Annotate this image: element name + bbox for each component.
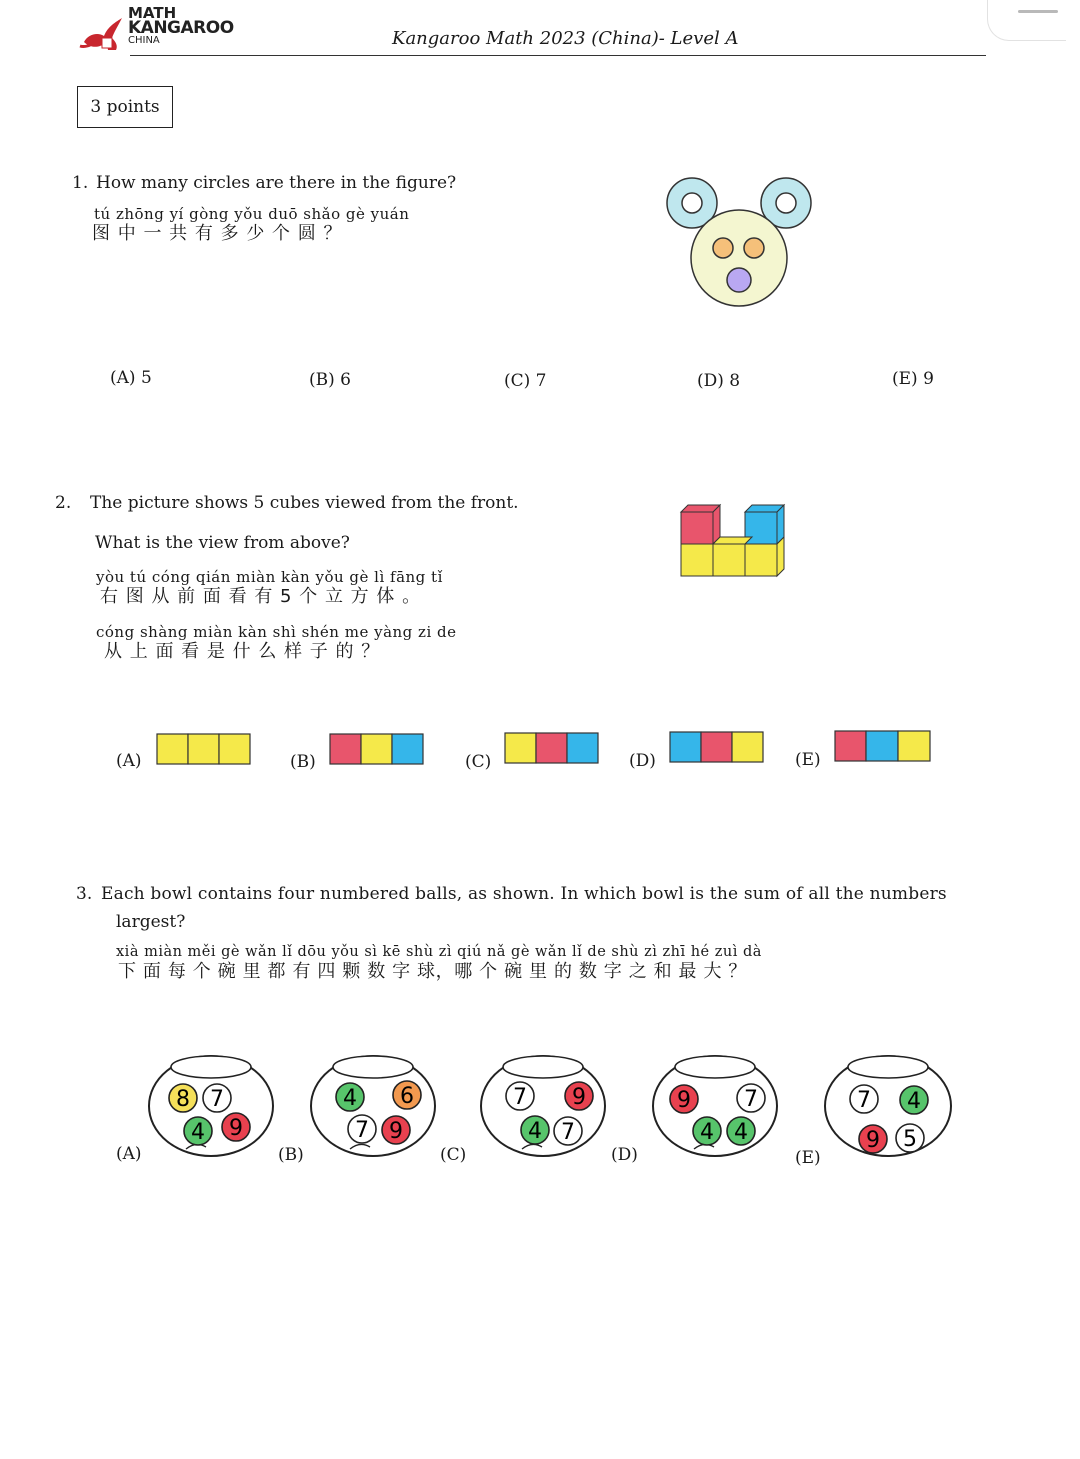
q2-option-b-label[interactable]: (B) xyxy=(290,752,316,772)
question-2-number: 2. xyxy=(55,493,72,513)
q2-option-e-strip[interactable] xyxy=(834,730,932,762)
question-2-hanzi-2: 从 上 面 看 是 什 么 样 子 的 ？ xyxy=(104,641,381,662)
bowl-e-ball-4-number: 5 xyxy=(903,1127,917,1152)
q1-option-a[interactable]: (A) 5 xyxy=(110,368,152,388)
q2-e-square-1 xyxy=(835,731,866,761)
cube-yellow-front-2 xyxy=(713,544,745,576)
ear-right-inner xyxy=(776,193,796,213)
q2-b-square-2 xyxy=(361,734,392,764)
bowl-d-ball-4-number: 4 xyxy=(734,1120,748,1145)
bowl-b-ball-2-number: 6 xyxy=(400,1084,414,1109)
bowl-e-ball-2-number: 4 xyxy=(907,1089,921,1114)
question-1-number: 1. xyxy=(72,173,89,193)
points-section-label: 3 points xyxy=(77,86,173,128)
cube-yellow-mid-top xyxy=(713,537,752,544)
bowl-b-ball-4-number: 9 xyxy=(389,1119,403,1144)
q3-option-d-label[interactable]: (D) xyxy=(611,1145,638,1165)
q2-d-square-1 xyxy=(670,732,701,762)
q2-option-c-strip[interactable] xyxy=(504,732,600,764)
bowl-b-ball-3-number: 7 xyxy=(355,1118,369,1143)
q2-a-square-3 xyxy=(219,734,250,764)
circles-figure xyxy=(660,170,820,310)
bowl-b[interactable] xyxy=(308,1053,438,1159)
question-2-pinyin-2: cóng shàng miàn kàn shì shén me yàng zi de xyxy=(96,623,457,641)
q2-b-square-1 xyxy=(330,734,361,764)
cube-yellow-front-1 xyxy=(681,544,713,576)
q2-e-square-3 xyxy=(898,731,930,761)
question-3-number: 3. xyxy=(76,884,93,904)
question-2-hanzi: 右 图 从 前 面 看 有 5 个 立 方 体 。 xyxy=(100,586,422,607)
q2-d-square-3 xyxy=(732,732,763,762)
q2-c-square-1 xyxy=(505,733,536,763)
q3-option-e-label[interactable]: (E) xyxy=(795,1148,821,1168)
bowl-a-ball-4-number: 9 xyxy=(229,1116,243,1141)
eye-left xyxy=(713,238,733,258)
q2-option-d-label[interactable]: (D) xyxy=(629,751,656,771)
q2-option-a-label[interactable]: (A) xyxy=(116,751,142,771)
question-3-pinyin: xià miàn měi gè wǎn lǐ dōu yǒu sì kē shù zì qiú nǎ gè wǎn lǐ de shù zì zhī hé zuì dà xyxy=(116,944,762,960)
eye-right xyxy=(744,238,764,258)
mouth xyxy=(727,268,751,292)
bowl-d-ball-2-number: 7 xyxy=(744,1087,758,1112)
bowl-c-ball-1-number: 7 xyxy=(513,1085,527,1110)
question-2-text-2: What is the view from above? xyxy=(95,533,350,553)
logo-line-china: CHINA xyxy=(128,35,160,46)
question-2-text: The picture shows 5 cubes viewed from the front. xyxy=(90,493,519,513)
cube-yellow-side xyxy=(777,537,784,576)
drag-handle[interactable] xyxy=(1018,10,1058,13)
bowl-b-ball-1-number: 4 xyxy=(343,1086,357,1111)
q3-option-c-label[interactable]: (C) xyxy=(440,1145,467,1165)
math-kangaroo-logo xyxy=(78,4,234,52)
question-2-pinyin: yòu tú cóng qián miàn kàn yǒu gè lì fāng tǐ xyxy=(96,568,443,586)
question-1-hanzi: 图 中 一 共 有 多 少 个 圆 ？ xyxy=(92,223,343,244)
ear-left-inner xyxy=(682,193,702,213)
q1-option-e[interactable]: (E) 9 xyxy=(892,369,934,389)
q2-option-c-label[interactable]: (C) xyxy=(465,752,492,772)
q2-option-a-strip[interactable] xyxy=(156,733,252,765)
q1-option-d[interactable]: (D) 8 xyxy=(697,371,741,391)
q2-a-square-2 xyxy=(188,734,219,764)
bowl-a-ball-2-number: 7 xyxy=(210,1087,224,1112)
bowl-e-ball-3-number: 9 xyxy=(866,1128,880,1153)
question-1-pinyin: tú zhōng yí gòng yǒu duō shǎo gè yuán xyxy=(94,205,410,223)
logo-wordmark xyxy=(128,6,234,46)
bowl-c[interactable] xyxy=(478,1053,608,1159)
header-divider xyxy=(130,55,986,56)
bowl-d-ball-1-number: 9 xyxy=(677,1088,691,1113)
q3-option-a-label[interactable]: (A) xyxy=(116,1144,142,1164)
q2-e-square-2 xyxy=(866,731,898,761)
cube-yellow-front-3 xyxy=(745,544,777,576)
bowl-c-ball-2-number: 9 xyxy=(572,1085,586,1110)
question-1-text: How many circles are there in the figure? xyxy=(96,173,457,193)
logo-line-kangaroo: KANGAROO xyxy=(128,18,234,38)
logo-line-math: MATH xyxy=(128,4,177,22)
q2-option-e-label[interactable]: (E) xyxy=(795,750,821,770)
q3-option-b-label[interactable]: (B) xyxy=(278,1145,304,1165)
question-3-hanzi: 下 面 每 个 碗 里 都 有 四 颗 数 字 球，哪 个 碗 里 的 数 字 之 和 最 大 ？ xyxy=(118,961,747,982)
bowl-a-ball-1-number: 8 xyxy=(176,1087,190,1112)
q2-d-square-2 xyxy=(701,732,732,762)
page-corner-overlay xyxy=(987,0,1066,41)
q1-option-c[interactable]: (C) 7 xyxy=(504,371,547,391)
question-3-text-cont: largest? xyxy=(116,912,186,932)
bowl-e[interactable] xyxy=(822,1053,954,1159)
q2-option-b-strip[interactable] xyxy=(329,733,425,765)
bowl-a[interactable] xyxy=(146,1053,276,1159)
bowl-c-ball-3-number: 4 xyxy=(528,1119,542,1144)
q2-a-square-1 xyxy=(157,734,188,764)
page-header-title: Kangaroo Math 2023 (China)- Level A xyxy=(392,28,739,49)
kangaroo-logo-icon xyxy=(78,12,126,52)
question-3-text: Each bowl contains four numbered balls, as shown. In which bowl is the sum of all the numbers xyxy=(101,884,947,904)
q2-c-square-2 xyxy=(536,733,567,763)
cubes-figure xyxy=(678,500,790,578)
q1-option-b[interactable]: (B) 6 xyxy=(309,370,351,390)
bowl-c-ball-4-number: 7 xyxy=(561,1120,575,1145)
bowl-e-ball-1-number: 7 xyxy=(857,1088,871,1113)
bowl-d-ball-3-number: 4 xyxy=(700,1120,714,1145)
bowl-d[interactable] xyxy=(650,1053,780,1159)
bowl-a-ball-3-number: 4 xyxy=(191,1120,205,1145)
q2-c-square-3 xyxy=(567,733,598,763)
cube-red-front xyxy=(681,512,713,544)
q2-b-square-3 xyxy=(392,734,423,764)
q2-option-d-strip[interactable] xyxy=(669,731,765,763)
